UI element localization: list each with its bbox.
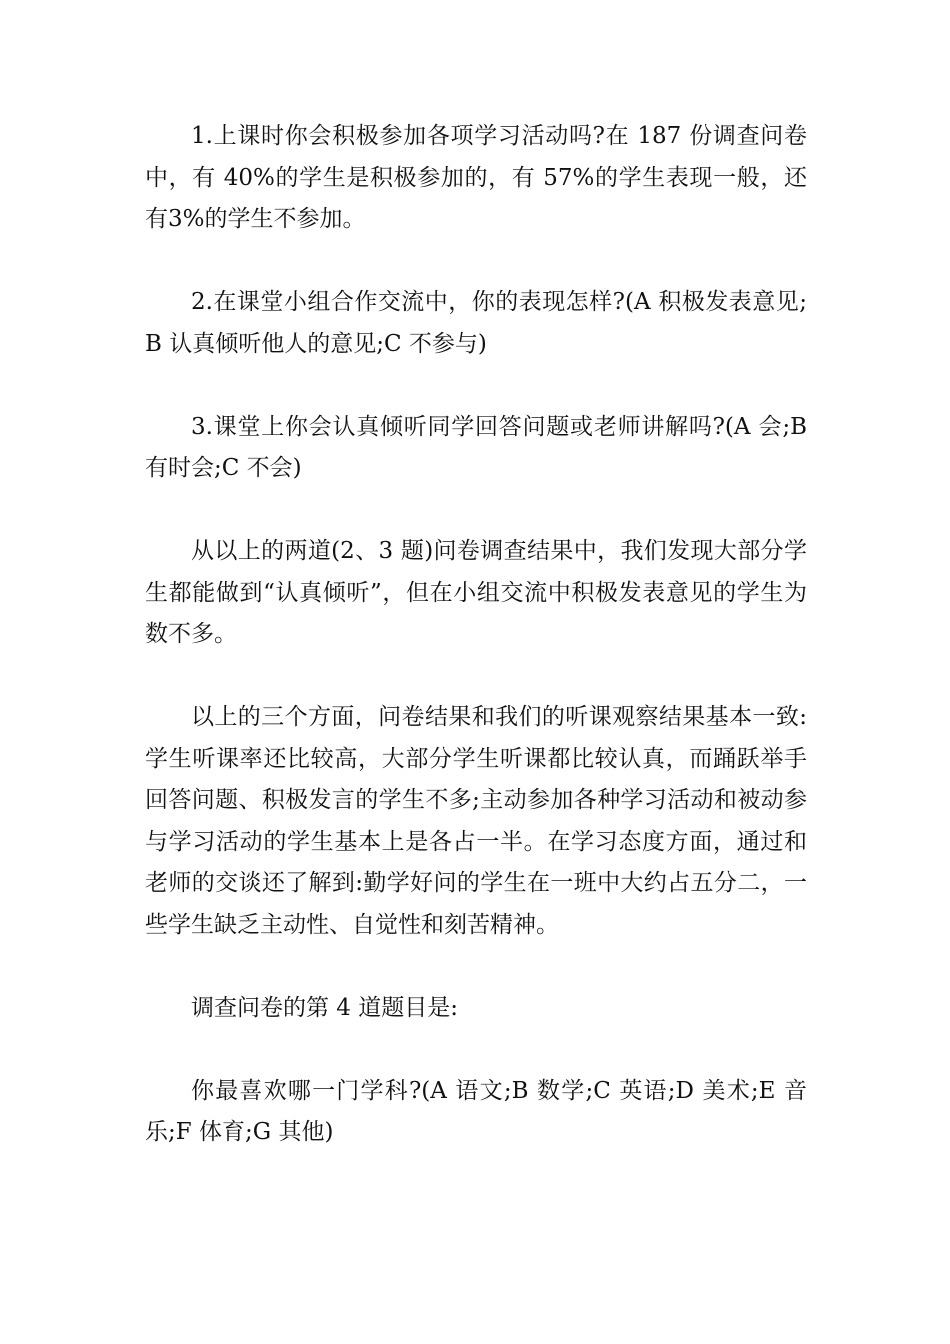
paragraph-question-1: 1.上课时你会积极参加各项学习活动吗?在 187 份调查问卷中，有 40%的学生是积极参加的，有 57%的学生表现一般，还有3%的学生不参加。 [145, 123, 807, 232]
paragraph-summary: 以上的三个方面，问卷结果和我们的听课观察结果基本一致:学生听课率还比较高，大部分学生听课都比较认真，而踊跃举手回答问题、积极发言的学生不多;主动参加各种学习活动和被动参与学习活动的学生基本上是各占一半。在学习态度方面，通过和老师的交谈还了解到:勤学好问的学生在一班中大约占五分二，一些学生缺乏主动性、自觉性和刻苦精神。 [145, 704, 807, 938]
document-body [145, 116, 807, 1154]
paragraph-question-3: 3.课堂上你会认真倾听同学回答问题或老师讲解吗?(A 会;B 有时会;C 不会) [145, 413, 807, 481]
paragraph-question-4: 你最喜欢哪一门学科?(A 语文;B 数学;C 英语;D 美术;E 音乐;F 体育;G 其他) [145, 1077, 807, 1145]
paragraph-question-4-intro: 调查问卷的第 4 道题目是: [191, 994, 459, 1021]
paragraph-analysis: 从以上的两道(2、3 题)问卷调查结果中，我们发现大部分学生都能做到“认真倾听”，但在小组交流中积极发表意见的学生为数不多。 [145, 538, 807, 647]
paragraph-question-2: 2.在课堂小组合作交流中，你的表现怎样?(A 积极发表意见;B 认真倾听他人的意见;C 不参与) [145, 289, 807, 357]
